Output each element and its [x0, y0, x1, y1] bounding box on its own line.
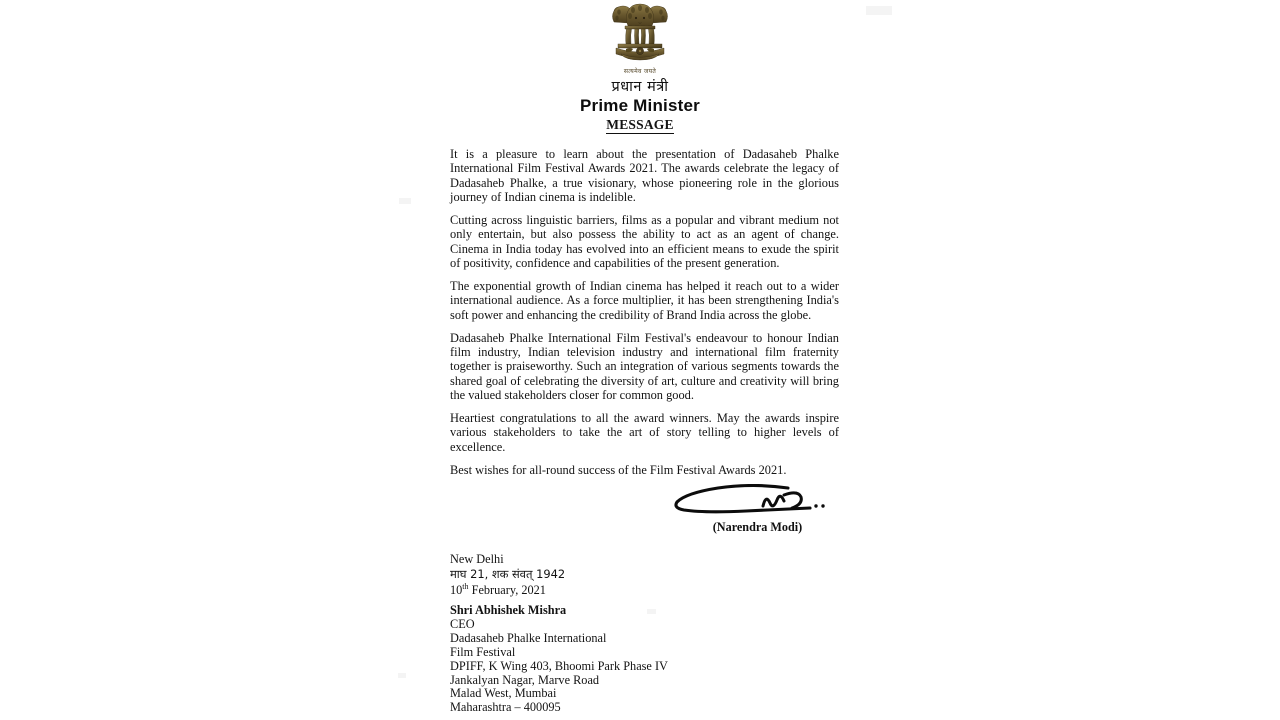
handwritten-signature-icon — [670, 484, 845, 518]
message-heading: MESSAGE — [606, 117, 674, 132]
dateline-day: 10 — [450, 582, 463, 597]
dateline-day-suffix: th — [462, 581, 469, 591]
body-paragraph: Heartiest congratulations to all the award winners. May the awards inspire various stakeholders to take the art of story telling to higher levels of excellence. — [450, 410, 839, 454]
addressee-address: Maharashtra – 400095 — [450, 700, 561, 715]
dateline-gregorian-date — [450, 583, 780, 598]
addressee-address: Jankalyan Nagar, Marve Road — [450, 672, 600, 687]
addressee-block — [450, 604, 800, 715]
addressee-address: DPIFF, K Wing 403, Bhoomi Park Phase IV — [450, 658, 668, 673]
addressee-address: Malad West, Mumbai — [450, 686, 557, 701]
body-paragraph: Best wishes for all-round success of the Film Festival Awards 2021. — [450, 462, 787, 477]
scan-artifact — [399, 198, 411, 204]
addressee-designation: CEO — [450, 616, 475, 631]
addressee-organisation: Film Festival — [450, 644, 516, 659]
dateline-block — [450, 552, 780, 598]
body-paragraph: Cutting across linguistic barriers, films as a popular and vibrant medium not only entertain, but also possess the ability to act as an agent of change. Cinema in India today has evolved into an efficient means to exude the spirit of positivity, confidence and capabilities of the present generation. — [450, 212, 839, 270]
english-title: Prime Minister — [580, 96, 700, 115]
dateline-hindi-date: माघ 21, शक संवत् 1942 — [450, 567, 566, 582]
signature-block — [670, 484, 845, 535]
state-emblem-of-india-icon — [605, 2, 675, 68]
body-paragraph: It is a pleasure to learn about the presentation of Dadasaheb Phalke International Film Festival Awards 2021. The awards celebrate the legacy of Dadasaheb Phalke, a true visionary, whose pioneering role in the glorious journey of Indian cinema is indelible. — [450, 147, 839, 205]
dateline-place: New Delhi — [450, 552, 504, 566]
body-paragraph: The exponential growth of Indian cinema has helped it reach out to a wider international audience. As a force multiplier, it has been strengthening India's soft power and enhancing the credibility of Brand India across the globe. — [450, 278, 839, 322]
letter-body — [450, 147, 839, 477]
addressee-organisation: Dadasaheb Phalke International — [450, 630, 607, 645]
signatory-name: (Narendra Modi) — [712, 520, 803, 534]
letterhead — [0, 0, 1280, 134]
addressee-name: Shri Abhishek Mishra — [450, 603, 567, 617]
body-paragraph: Dadasaheb Phalke International Film Festival's endeavour to honour Indian film industry, Indian television industry and international film fraternity together is praiseworthy. Such an integration of various segments towards the shared goal of celebrating the diversity of art, culture and creativity will bring the valued stakeholders closer for common good. — [450, 330, 839, 402]
scan-artifact — [398, 673, 406, 678]
emblem-motto: सत्यमेव जयते — [623, 68, 657, 75]
hindi-title: प्रधान मंत्री — [611, 79, 669, 95]
dateline-month-year: February, 2021 — [471, 582, 546, 597]
